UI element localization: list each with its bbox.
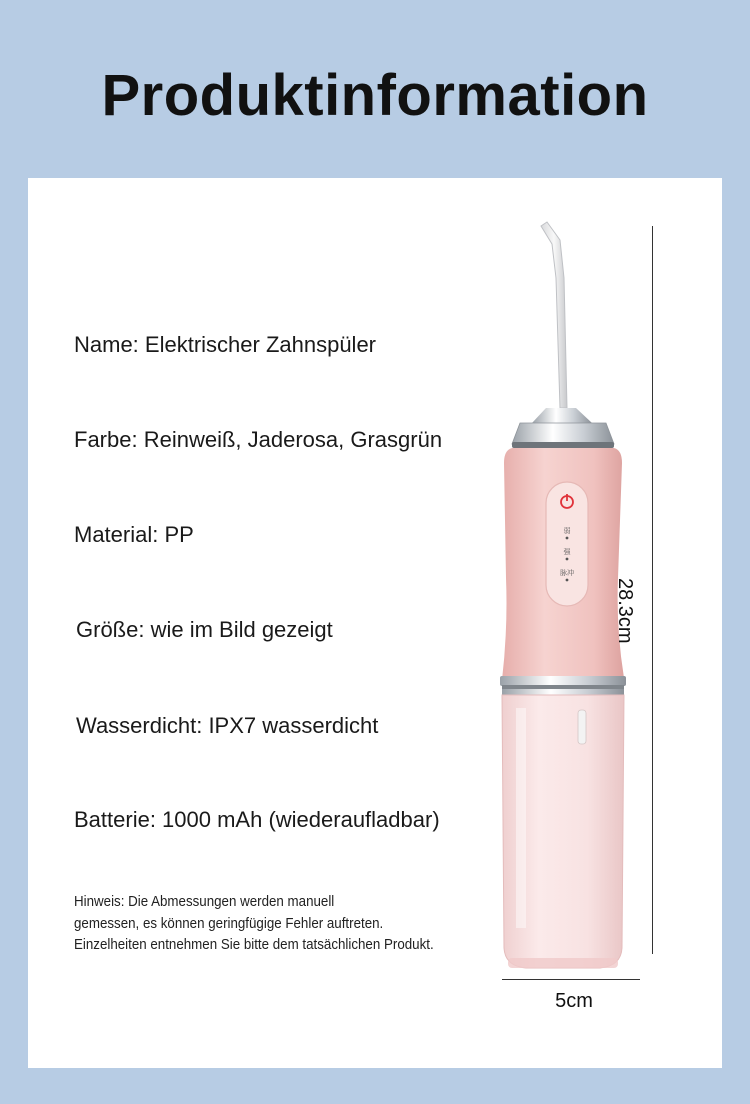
spec-name: Name: Elektrischer Zahnspüler [74, 332, 377, 357]
spec-color: Farbe: Reinweiß, Jaderosa, Grasgrün [74, 427, 443, 452]
spec-material: Material: PP [74, 522, 194, 547]
control-panel [546, 482, 588, 606]
note-line: gemessen, es können geringfügige Fehler auftreten. [74, 915, 384, 932]
height-dimension-line [652, 226, 653, 954]
inlet-tube [578, 710, 586, 744]
spec-battery: Batterie: 1000 mAh (wiederaufladbar) [74, 807, 440, 832]
spec-size: Größe: wie im Bild gezeigt [76, 617, 333, 642]
mode-label-pulse: 脉冲 [560, 569, 574, 577]
mode-label-weak: 弱 [563, 527, 571, 535]
spec-waterproof: Wasserdicht: IPX7 wasserdicht [76, 713, 379, 738]
nozzle-head [512, 408, 614, 448]
mode-label-strong: 强 [563, 548, 571, 556]
product-info-card [28, 178, 722, 1068]
nozzle [541, 222, 567, 408]
page-title: Produktinformation [101, 63, 649, 128]
height-dimension-label: 28.3cm [614, 578, 636, 644]
chrome-ring [500, 676, 626, 695]
width-dimension-line [502, 979, 640, 980]
note-line: Einzelheiten entnehmen Sie bitte dem tatsächlichen Produkt. [74, 937, 434, 953]
note-line: Hinweis: Die Abmessungen werden manuell [74, 894, 335, 910]
measurement-note [74, 892, 434, 957]
width-dimension-label: 5cm [555, 990, 593, 1012]
